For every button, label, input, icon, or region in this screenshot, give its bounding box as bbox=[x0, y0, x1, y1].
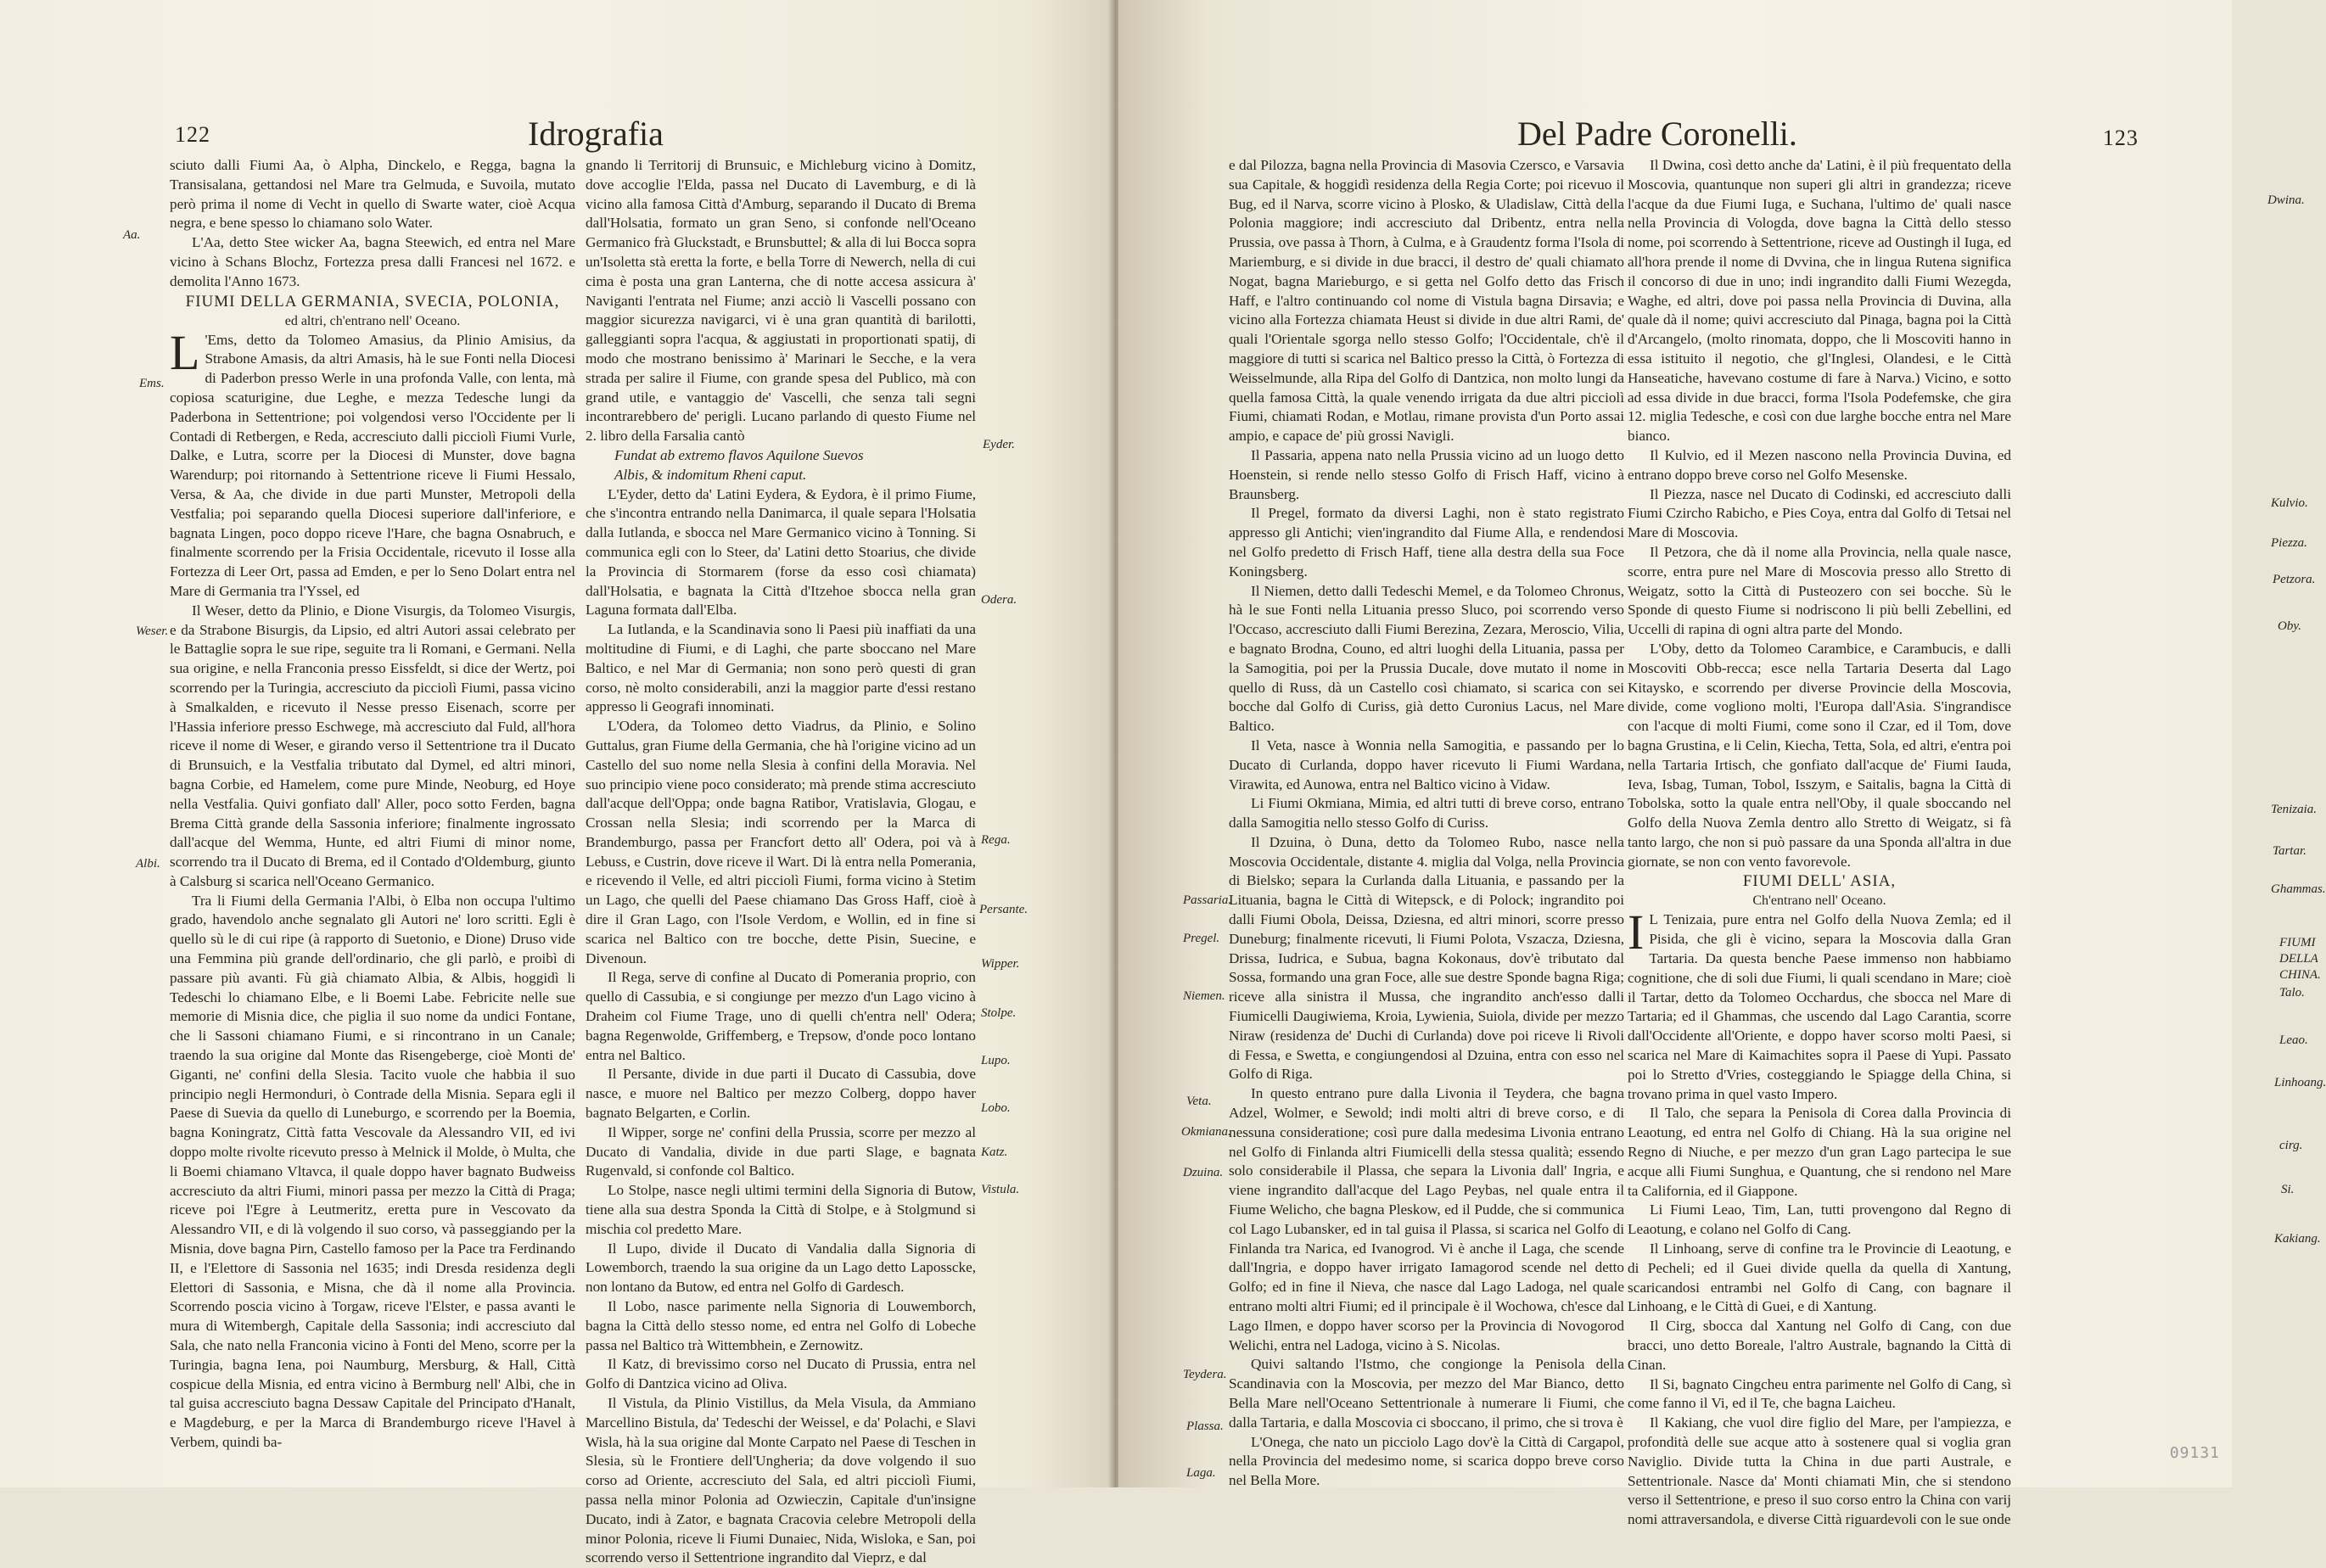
margin-note: Stolpe. bbox=[981, 1006, 1017, 1020]
paragraph: Tra li Fiumi della Germania l'Albi, ò Elba non occupa l'ultimo grado, havendolo anche segnalato gli Autori ne' loro scritti. Egli è quello sù le di cui ripe (à rapporto di Suetonio, e Dione) Druso vide una Femmina più grande dell'ordinario, che gli parlò, e proibì di passare più avanti. Fù già chiamato Albia, & Albis, hoggidì li Tedeschi lo chiamano Elbe, e li Boemi Labe. Febricite nelle sue memorie di Misnia dice, che piglia il suo nome da undici Fontane, che li Sassoni chiamano Fiumi, e si rincontrano in un Canale; traendo la sua origine dal Monte das Risengeberge, cioè Monti de' Giganti, ne' confini della Slesia. Tacito vuole che habbia il suo principio negli Hermonduri, ò Contrade della Misnia. Separa egli il Paese di Suevia da quello di Luneburgo, e scorrendo per la Boemia, bagna Koningratz, Città fatta Vescovale da Alessandro VII, ed ivi doppo molte rivolte ricevuto presso à Melnick il Molde, ò Multa, che li Boemi chiamano Vltavca, il quale doppo haver bagnato Budweiss accresciuto da altri Fiumi, minori passa per mezzo la Città di Praga; riceve poi l'Egre à Leutmeritz, eretta pure in Vescovato da Alessandro VII, e di là volgendo il suo corso, và passeggiando per la Misnia, dove bagna Pirn, Castello famoso per la Pace tra Ferdinando II, e l'Elettore di Sassonia nel 1635; indi Dresda residenza degli Elettori di Sassonia, e Misna, che dà il nome alla Provincia. Scorrendo poscia vicino à Torgaw, riceve l'Elster, e passa avanti le mura di Witembergh, Capitale della Sassonia; indi accresciuto dal Sala, che nato nella Franconia vicino à Fonti del Meno, scorre per la Turingia, bagna Iena, poi Naumburg, Mersburg, & Hall, Città cospicue della Misnia, ed entra vicino à Bermburg nell' Albi, che in tal guisa accresciuto bagna Dessaw Capitale del Principato d'Hanalt, e Magdeburg, e per la Marca di Brandemburgo riceve l'Havel à Verbem, quindi ba- bbox=[170, 892, 575, 1450]
paragraph: Il Dzuina, ò Duna, detto da Tolomeo Rubo, nasce nella Moscovia Occidentale, distante 4. miglia dal Volga, nella Provincia di Bielsko; separa la Curlanda dalla Lituania, e passando per la Lituania, bagna le Città di Witepsck, e di Polock; ingrandito poi dalli Fiumi Obola, Deissa, Dziesna, ed altri minori, scorre presso Duneburg; finalmente ricevuti, li Fiumi Polota, Vszacza, Dziesna, Drissa, Iudrica, e Subua, bagna Kokonaus, dov'è tributato dal Sossa, formando una gran Foce, alle sue destre Sponde bagna Riga; riceve alla sinistra il Mussa, che ingrandito anch'esso dalli Fiumicelli Daugiwiema, Kroia, Lywienia, Suiola, divide per mezzo Niraw (residenza de' Duchi di Curlanda) dove poi riceve li Rivoli di Fessa, e Swetta, e congiungendosi al Dzuina, entra con esso nel Golfo di Riga. bbox=[1229, 833, 1624, 1083]
paragraph: Il Katz, di brevissimo corso nel Ducato di Prussia, entra nel Golfo di Dantzica vicino ad Oliva. bbox=[586, 1356, 976, 1392]
margin-note: Kakiang. bbox=[2274, 1232, 2321, 1246]
left-column-2 bbox=[586, 156, 976, 1566]
paragraph: Il Pregel, formato da diversi Laghi, non è stato registrato appresso gli Antichi; vien'ingrandito dal Fiume Alla, e rendendosi nel Golfo predetto di Frisch Haff, tiene alla destra della sua Foce Koningsberg. bbox=[1229, 505, 1624, 580]
margin-note: Leao. bbox=[2279, 1033, 2308, 1047]
margin-note: Laga. bbox=[1186, 1466, 1216, 1480]
margin-note: Dzuina. bbox=[1183, 1166, 1224, 1179]
paragraph: Il Kakiang, che vuol dire figlio del Mare, per l'ampiezza, e profondità delle sue acque atto à sostenere qual si voglia gran Naviglio. Divide tutta la China in due parti Australe, e Settentrionale. Nasce da' Monti chiamati Min, che si stendono verso il Settentrione, e preso il suo corso entro la China con varij nomi attraversandola, e diverse Città riguardevoli con le sue onde bbox=[1628, 1414, 2011, 1528]
paragraph: e dal Pilozza, bagna nella Provincia di Masovia Czersco, e Varsavia sua Capitale, & hoggidì residenza della Regia Corte; poi ricevuo il Bug, ed il Narva, scorre vicino à Plosko, & Uladislaw, Città della Polonia maggiore; indi accresciuto dal Dribentz, entra nella Prussia, ove passa à Thorn, à Culma, e à Graudentz forma l'Isola di Mariemburg, e si divide in due bracci, il destro de' quali chiamato Nogat, bagna Marieburgo, e si getta nel Golfo detto das Frisch Haff, e l'altro continuando col nome di Vistula bagna Dirsavia; e vicino alla Fortezza chiamata Heust si divide in due altri Rami, de' quali l'Orientale sgorga nello stesso Golfo; l'Occidentale, ch'è il maggiore di tutti si scarica nel Baltico presso la Città, ò Fortezza di Weisselmunde, alla Ripa del Golfo di Dantzica, non molto lungi da quella famosa Città, la quale venendo irrigata da due altri picciolì Fiumi, chiamati Rodan, e Motlau, rimane provista d'un Porto assai ampio, e capace de' più grossi Navigli. bbox=[1229, 157, 1624, 445]
margin-note: Wipper. bbox=[981, 957, 1020, 971]
margin-note: FIUMI bbox=[2279, 936, 2316, 949]
margin-note: Tartar. bbox=[2273, 844, 2306, 858]
section-heading: FIUMI DELL' ASIA, bbox=[1742, 872, 1897, 891]
margin-note: Vistula. bbox=[981, 1183, 1020, 1196]
paragraph: L'Eyder, detto da' Latini Eydera, & Eydora, è il primo Fiume, che s'incontra entrando nella Danimarca, il quale separa l'Holsatia dalla Iutlanda, e sbocca nel Mare Germanico vicino à Tonning. Si communica egli con lo Steer, da' Latini detto Stoarius, che divide la Provincia di Stormarem (forse da esso così chiamata) dall'Holsatia, e bagnata la Città d'Itzehoe sbocca nella gran Laguna formata dall'Elba. bbox=[586, 485, 976, 619]
margin-note: Rega. bbox=[981, 833, 1011, 847]
drop-cap: I bbox=[1628, 904, 1645, 960]
margin-note: Talo. bbox=[2279, 986, 2305, 1000]
margin-note: Eyder. bbox=[983, 438, 1015, 451]
section-subheading: Ch'entrano nell' Oceano. bbox=[1752, 893, 1886, 909]
running-head: Idrografia bbox=[528, 115, 664, 153]
paragraph: gnando li Territorij di Brunsuic, e Michleburg vicino à Domitz, dove accoglie l'Elda, passa nel Ducato di Lavemburg, e di là vicino alla famosa Città d'Amburg, separando il Ducato di Brema dall'Holsatia, formato un gran Seno, si confonde nell'Oceano Germanico frà Gluckstadt, e Brunsbuttel; & alla di lui Bocca sopra un'Isoletta stà eretta la forte, e bella Torre di Newerch, nella di cui cima è posta una gran Lanterna, che di notte accesa assicura à' Naviganti l'entrata nel Fiume; anzi acciò li Vascelli possano con maggior sicurezza navigarci, vi è una gran quantità di barilotti, galleggianti sopra l'acqua, & aggiustati in proportionati spatij, di modo che mostrano benissimo à' Marinari le Secche, e la vera strada per salire il Fiume, con grande spesa del Publico, mà con grand utile, e vantaggio de' Vascelli, che senza tali segni incontrarebbero de' perigli. Lucano parlando di questo Fiume nel 2. libro della Farsalia cantò bbox=[586, 157, 976, 445]
right-page bbox=[1118, 0, 2326, 1528]
paragraph: Il Veta, nasce à Wonnia nella Samogitia, e passando per lo Ducato di Curlanda, doppo haver ricevuto li Fiumi Wardana, Virawita, ed Aunowa, entra nel Baltico vicino à Vidaw. bbox=[1229, 736, 1624, 792]
margin-note: Linhoang. bbox=[2274, 1076, 2326, 1089]
paragraph bbox=[170, 324, 575, 602]
margin-note: Dwina. bbox=[2267, 193, 2305, 207]
paragraph: Il Persante, divide in due parti il Ducato di Cassubia, dove nasce, e muore nel Baltico per mezzo Colberg, doppo haver bagnato Belgarten, e Corlin. bbox=[586, 1066, 976, 1122]
paragraph: Il Passaria, appena nato nella Prussia vicino ad un luogo detto Hoenstein, si rende nello stesso Golfo di Frisch Haff, vicino à Braunsberg. bbox=[1229, 446, 1624, 502]
paragraph: Il Talo, che separa la Penisola di Corea dalla Provincia di Leaotung, ed entra nel Golfo di Chiang. Hà la sua origine nel Regno di Niuche, e per mezzo d'un gran Lago partecipa le sue acque alli Fiumi Sunghua, e Quantung, che si rendono nel Mare ta California, ed il Giappone. bbox=[1628, 1105, 2011, 1199]
margin-note: Piezza. bbox=[2271, 536, 2307, 550]
margin-note: Persante. bbox=[979, 903, 1028, 916]
paragraph: Il Lobo, nasce parimente nella Signoria di Louwemborch, bagna la Città dello stesso nome, ed entra nel Golfo di Lobeche passa nel Baltico trà Wittembhein, e Zernowitz. bbox=[586, 1298, 976, 1353]
margin-note: Teydera. bbox=[1183, 1368, 1227, 1381]
paragraph: Il Si, bagnato Cingcheu entra parimente nel Golfo di Cang, sì come fanno il Vi, ed il Te, che bagna Laicheu. bbox=[1628, 1375, 2011, 1412]
drop-cap: L bbox=[170, 324, 200, 380]
paragraph-text: 'Ems, detto da Tolomeo Amasius, da Plinio Amisius, da Strabone Amasis, da altri Amasis, hà le sue Fonti nella Diocesi di Paderbon presso Werle in una profonda Valle, con lenta, mà copiosa scaturigine, due Leghe, e mezza Tedesche lungi da Paderbona in Settentrione; poi volgendosi verso l'Occidente per li Contadi di Retbergen, e Reda, accresciuto dalli picciolì Fiumi Vurle, Dalke, e Lutra, scorre per la Diocesi di Munster, dove bagna Warendurp; poi ritornando à Settentrione riceve li Fiumi Hessalo, Versa, & Aa, che divide in due parti Munster, Metropoli della Vestfalia; poi separando quella Diocesi superiore dall'inferiore, e bagnata Lingen, poco doppo riceve l'Hare, che bagna Osnabruch, e finalmente scorrendo per la Frisia Occidentale, ricevuto il Iosse alla Fortezza di Leer Ort, passa ad Emden, e per lo Seno Dolart entra nel Mare di Germania tra l'Yssel, ed bbox=[170, 331, 575, 599]
paragraph: In questo entrano pure dalla Livonia il Teydera, che bagna Adzel, Wolmer, e Sewold; indi molti altri di breve corso, e di nessuna consideratione; così pure dalla medesima Livonia entrano nel Golfo di Finlanda altri Fiumicelli della stessa qualità; essendo solo considerabile il Plassa, che separa la Livonia dall' Ingria, e viene ingrandito dall'acque del Lago Peybas, nel quale entra il Fiume Welicho, che bagna Pleskow, ed il Pudde, che si communica col Lago Lubansker, ed in tal guisa il Plassa, si scarica nel Golfo di Finlanda tra Narica, ed Ivanogrod. Vi è anche il Laga, che scende dall'Ingria, e doppo haver irrigato Iamagorod scende nel detto Golfo; ed in fine il Nieva, che nasce dal Lago Ladoga, nel quale entrano molti altri Fiumi; ed il principale è il Wochowa, ch'esce dal Lago Ilmen, e doppo haver scorso per la Provincia di Novogorod Welichi, entra nel Ladoga, vicino à S. Nicolas. bbox=[1229, 1085, 1624, 1353]
paragraph: Lo Stolpe, nasce negli ultimi termini della Signoria di Butow, tiene alla sua destra Sponda la Città di Stolpe, e à Stolgmund si mischia col predetto Mare. bbox=[586, 1182, 976, 1237]
paragraph: Il Kulvio, ed il Mezen nascono nella Provincia Duvina, ed entrano doppo breve corso nel Golfo Mesenske. bbox=[1628, 446, 2011, 483]
margin-note: Pregel. bbox=[1183, 932, 1220, 945]
paragraph: Il Piezza, nasce nel Ducato di Codinski, ed accresciuto dalli Fiumi Czircho Rabicho, e Pies Coya, entra dal Golfo di Tetsai nel Mare di Moscovia. bbox=[1628, 485, 2011, 541]
margin-note: CHINA. bbox=[2279, 968, 2321, 982]
paragraph: Il Cirg, sbocca dal Xantung nel Golfo di Cang, con due bracci, uno detto Boreale, l'altro Australe, bagnando la Città di Cinan. bbox=[1628, 1318, 2011, 1373]
margin-note: Aa. bbox=[123, 228, 141, 242]
margin-note: cirg. bbox=[2279, 1139, 2303, 1152]
left-page bbox=[0, 0, 1113, 1566]
section-subheading: ed altri, ch'entrano nell' Oceano. bbox=[284, 313, 461, 328]
paragraph: sciuto dalli Fiumi Aa, ò Alpha, Dinckelo, e Regga, bagna la Transisalana, gettandosi nel Mare tra Gelmuda, e Suvoila, mutato però prima il nome di Vecht in quello di Swarte water, cioè Acqua negra, e bene spesso lo chiamano solo Water. bbox=[170, 157, 575, 232]
margin-note: Veta. bbox=[1186, 1095, 1212, 1108]
paragraph: Il Petzora, che dà il nome alla Provincia, nella quale nasce, scorre, entra pure nel Mare di Moscovia presso allo Stretto di Weigatz, sotto la Città di Pusteozero con sei bocche. Sù le Sponde di questo Fiume si nodriscono li più belli Zebellini, ed Uccelli di rapina di ogni altra parte del Mondo. bbox=[1628, 543, 2011, 638]
running-head: Del Padre Coronelli. bbox=[1517, 115, 1797, 153]
margin-note: Tenizaia. bbox=[2271, 803, 2318, 816]
paragraph: L'Onega, che nato un picciolo Lago dov'è la Città di Cargapol, nella Provincia del medesimo nome, si scarica doppo breve corso nel Bella More. bbox=[1229, 1433, 1624, 1489]
margin-note: Odera. bbox=[981, 593, 1017, 607]
paragraph: Li Fiumi Leao, Tim, Lan, tutti provengono dal Regno di Leaotung, e colano nel Golfo di Cang. bbox=[1628, 1201, 2011, 1238]
paragraph: La Iutlanda, e la Scandinavia sono li Paesi più inaffiati da una moltitudine di Fiumi, e di Laghi, che parte sboccano nel Mare Baltico, e nel Mar di Germania; non sono però questi di gran corso, nè molto considerabili, anzi la maggior parte d'essi restano appresso li Geografi innominati. bbox=[586, 621, 976, 715]
verse-line: Albis, & indomitum Rheni caput. bbox=[614, 466, 807, 483]
margin-note: Niemen. bbox=[1183, 989, 1225, 1003]
verse-line: Fundat ab extremo flavos Aquilone Suevos bbox=[614, 446, 864, 463]
paragraph: Il Vistula, da Plinio Vistillus, da Mela Visula, da Ammiano Marcellino Bistula, da' Tedeschi der Weissel, e da' Polachi, e Slavi Wisla, hà la sua origine dal Monte Carpato nel Paese di Teschen in Slesia, sù le Frontiere dell'Ungheria; da dove volgendo il suo corso ad Oriente, accresciuto del Sala, ed altri picciolì Fiumi, passa nella minor Polonia ad Ozwieczin, Capitale d'un'insigne Ducato, indi à Zator, e bagnata Cracovia celebre Metropoli della minor Polonia, riceve li Fiumi Dunaiec, Nida, Wisloka, e San, poi scorrendo verso il Settentrione ingrandito dal Vieprz, e dal bbox=[586, 1395, 976, 1566]
paragraph: L'Oby, detto da Tolomeo Carambice, e Carambucis, e dalli Moscoviti Obb-recca; esce nella Tartaria Deserta dal Lago Kitaysko, e scorrendo per diverse Provincie della Moscovia, divide, come vogliono molti, l'Europa dall'Asia. S'ingrandisce con l'acque di molti Fiumi, come sono il Czar, ed il Tom, dove bagna Grustina, e li Celin, Kiecha, Tetta, Sola, ed altri, e'entra poi nella Tartaria Irtisch, che gonfiato dall'acque de' Fiumi Iauda, Ieva, Isbag, Tuman, Tobol, Isszym, e Saitalis, bagna la Città di Tobolska, sotto la quale entra nell'Oby, il quale sboccando nel Golfo della Nuova Zemla dentro allo Stretto di Weigatz, si fà tanto largo, che non si può passare da una Sponda all'altra in due giornate, se non con vento favorevole. bbox=[1628, 640, 2011, 870]
margin-note: Ghammas. bbox=[2271, 882, 2326, 896]
paragraph bbox=[1628, 904, 2011, 1104]
paragraph: Quivi saltando l'Istmo, che congionge la Penisola della Scandinavia con la Moscovia, per mezzo del Mar Bianco, detto Bella Mare nell'Oceano Settentrionale à numerare li Fiumi, che dalla Tartaria, e dalla Moscovia ci sboccano, il primo, che si trova è bbox=[1229, 1356, 1624, 1431]
paragraph: Il Weser, detto da Plinio, e Dione Visurgis, da Tolomeo Visurgis, e da Strabone Bisurgis, da Lipsio, ed altri Autori assai celebrato per le Battaglie sopra le sue ripe, seguite tra li Romani, e Germani. Nella sua origine, e nella Franconia presso Eissfeldt, si dice der Wertz, poi scorrendo per la Turingia, accresciuto da picciolì Fiumi, passa vicino à Smalkalden, e ricevuto il Nesse presso Eisenach, scorre per l'Hassia inferiore presso Eschwege, mà accresciuto dal Fuld, all'hora riceve il nome di Weser, e girando verso il Settentrione tra il Ducato di Brunsuich, e la Vestfalia tributato dal Dymel, ed altri minori, bagna Corbie, ed Hamelem, come pure Minde, Neoburg, ed Hoye nella Vestfalia. Quivi gonfiato dall' Aller, poco sotto Ferden, bagna Brema Città grande della Sassonia inferiore; finalmente ingrossato dall'acque del Wemma, Hunte, ed altri Fiumi di minor nome, scorrendo tra il Ducato di Brema, ed il Contado d'Oldemburg, giunto à Calsburg si scarica nell'Oceano Germanico. bbox=[170, 602, 575, 889]
paragraph: Il Linhoang, serve di confine tra le Provincie di Leaotung, e di Pecheli; ed il Guei divide quella da quella di Xantung, scaricandosi entrambi nel Golfo di Cang, con bagnare il Linhoang, e le Città di Guei, e di Xantung. bbox=[1628, 1240, 2011, 1315]
page-number: 123 bbox=[2103, 126, 2138, 150]
paragraph: Il Niemen, detto dalli Tedeschi Memel, e da Tolomeo Chronus, hà le sue Fonti nella Lituania presso Sluco, poi scorrendo verso l'Occaso, accresciuto dalli Fiumi Berezina, Zezara, Meroscio, Vilia, e bagnato Brodna, Couno, ed altri luoghi della Lituania, passa per la Samogitia, poi per la Prussia Ducale, dove mutato il nome in quello di Russ, dà un Castello così chiamato, si scarica con sei bocche dal Golfo di Curiss, già detto Curonius Lacus, nel Mare Baltico. bbox=[1229, 582, 1624, 735]
paragraph: Il Lupo, divide il Ducato di Vandalia dalla Signoria di Lowemborch, traendo la sua origine da un Lago detto Laposscke, non lontano da Butow, ed entra nel Golfo di Gardesch. bbox=[586, 1240, 976, 1296]
margin-note: Si. bbox=[2281, 1183, 2295, 1196]
section-heading: FIUMI DELLA GERMANIA, SVECIA, POLONIA, bbox=[185, 292, 560, 311]
left-column-1 bbox=[170, 156, 575, 1454]
margin-note: Oby. bbox=[2278, 619, 2301, 633]
margin-note: Lupo. bbox=[981, 1054, 1011, 1067]
paragraph: L'Odera, da Tolomeo detto Viadrus, da Plinio, e Solino Guttalus, gran Fiume della Germania, che hà l'origine vicino ad un Castello del suo nome nella Slesia à confini della Moravia. Nel suo principio viene poco considerato; mà prende stima accresciuto dall'acque dell'Oppa; onde bagna Ratibor, Vratislavia, Glogau, e Crossan nella Slesia; indi scorrendo per la Marca di Brandemburgo, passa per Francfort detto all' Odera, poi và à Lebuss, e Custrin, dove riceve il Wart. Di là entra nella Pomerania, e ricevendo il Velle, ed altri picciolì Fiumi, forma vicino à Stetim un Lago, che quelli del Paese chiamano Das Gross Haff, cioè à dire il Gran Lago, con l'Isole Verdom, e Wollin, ed in fine si scarica nel Baltico con tre bocche, dette Pisin, Suecine, e Divenoun. bbox=[586, 718, 976, 966]
margin-note: Katz. bbox=[981, 1145, 1008, 1159]
margin-note: Weser. bbox=[136, 624, 169, 638]
margin-note: Lobo. bbox=[981, 1101, 1011, 1115]
paragraph: Il Rega, serve di confine al Ducato di Pomerania proprio, con quello di Cassubia, e si congiunge per mezzo d'un Lago vicino à Draheim col Fiume Trage, uno di quelli ch'entra nell' Odera; bagna Regenwolde, Griffemberg, e Trepsow, d'onde poco lontano entra nel Baltico. bbox=[586, 969, 976, 1063]
margin-note: Kulvio. bbox=[2271, 496, 2308, 510]
paragraph: L'Aa, detto Stee wicker Aa, bagna Steewich, ed entra nel Mare vicino à Schans Blochz, Fortezza presa dalli Francesi nel 1672. e demolita l'Anno 1673. bbox=[170, 234, 575, 289]
archive-stamp: 09131 bbox=[2169, 1444, 2220, 1462]
margin-note: Petzora. bbox=[2273, 573, 2316, 586]
right-column-1 bbox=[1229, 156, 1624, 1489]
margin-note: Okmiana. bbox=[1181, 1125, 1231, 1139]
page-number: 122 bbox=[175, 122, 210, 147]
paragraph-text: L Tenizaia, pure entra nel Golfo della Nuova Zemla; ed il Pisida, che gli è vicino, separa la Moscovia dalla Gran Tartaria. Da questa benche Paese immenso non habbiamo cognitione, che di soli due Fiumi, li quali scendano in Mare; cioè il Tartar, detto da Tolomeo Occhardus, che sbocca nel Mare di Tartaria; ed il Ghammas, che uscendo dal Lago Carantia, scorre dall'Occidente all'Oriente, e doppo haver scorso molti Paesi, si scarica nel Mare di Kaimachites sopra il Paese di Yupi. Passato poi lo Stretto d'Vries, costeggiando le Spiagge della China, si trovano prima in quel vasto Impero. bbox=[1628, 911, 2011, 1102]
paragraph: Il Wipper, sorge ne' confini della Prussia, scorre per mezzo al Ducato di Vandalia, divide in due parti Slage, e bagnata Rugenvald, si confonde col Baltico. bbox=[586, 1123, 976, 1179]
margin-note: Passaria. bbox=[1183, 893, 1232, 907]
paragraph: Li Fiumi Okmiana, Mimia, ed altri tutti di breve corso, entrano dalla Samogitia nello stesso Golfo di Curiss. bbox=[1229, 795, 1624, 832]
margin-note: DELLA bbox=[2279, 952, 2318, 966]
margin-note: Albi. bbox=[136, 857, 160, 871]
paragraph: Il Dwina, così detto anche da' Latini, è il più frequentato della Moscovia, quantunque non superi gli altri in grandezza; riceve l'acque da due Fiumi Iuga, e Suchana, l'ultimo de' quali nasce nella Provincia di Vologda, dove bagna la Città dello stesso nome, poi scorrendo à Settentrione, riceve ad Oustingh il Iuga, ed all'hora prende il nome di Dvvina, che in lingua Rutena significa il concorso di due in uno; indi ingrandito dalli Fiumi Wezegda, Waghe, ed altri, dove poi passa nella Provincia di Duvina, alla quale dà il nome; quivi accresciuto dal Pinaga, bagna poi la Città d'Arcangelo, (molto rinomata, doppo, che li Moscoviti hanno in essa istituito il negotio, che gl'Inglesi, Olandesi, e le Città Hanseatiche, havevano costume di fare à Narva.) Vicino, e sotto ad essa divide in due bracci, forma l'Isola Podefemske, che gira 12. miglia Tedesche, e così con due larghe bocche entra nel Mare bianco. bbox=[1628, 157, 2011, 445]
margin-note: Ems. bbox=[139, 377, 165, 390]
right-column-2 bbox=[1628, 156, 2011, 1528]
margin-note: Plassa. bbox=[1186, 1420, 1224, 1433]
